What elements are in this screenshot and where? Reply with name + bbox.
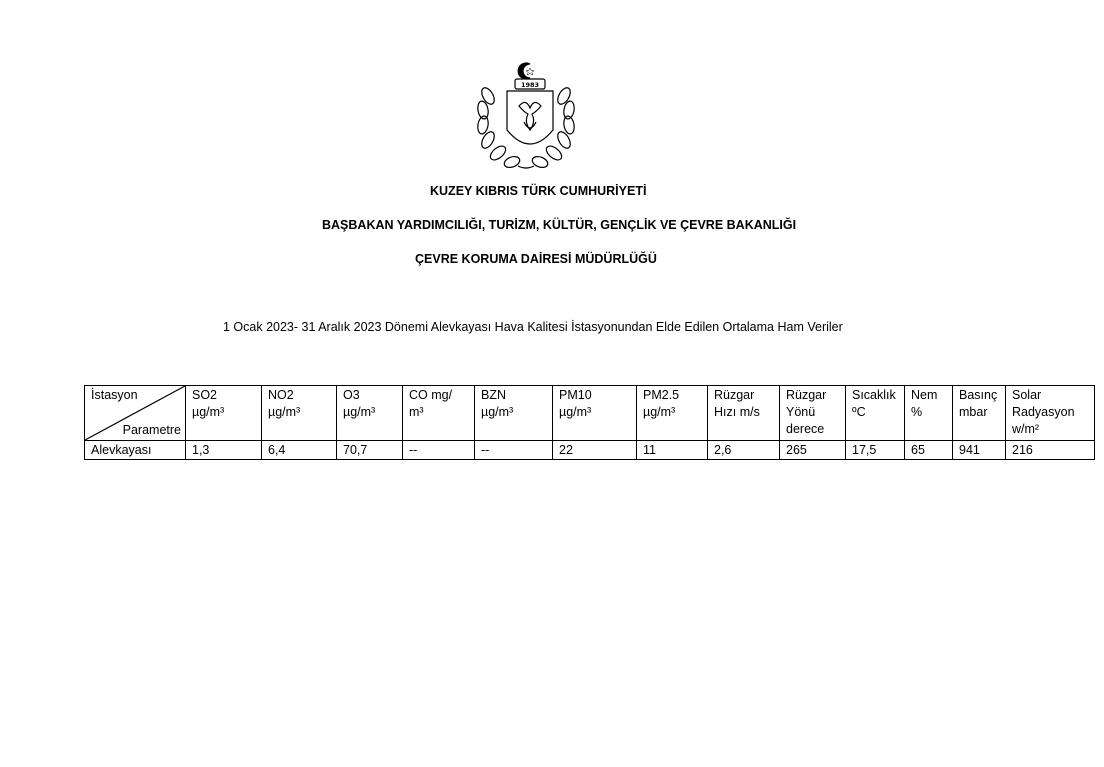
column-header-line: µg/m³	[268, 405, 301, 419]
value-cell: 17,5	[846, 441, 905, 460]
column-header	[846, 386, 905, 441]
column-header-line: NO2	[268, 388, 294, 402]
corner-label-parameter: Parametre	[122, 423, 181, 437]
column-header-line: Radyasyon	[1012, 405, 1075, 419]
column-header-line: Rüzgar	[714, 388, 755, 402]
column-header-line: BZN	[481, 388, 506, 402]
column-header-line: m³	[409, 405, 424, 419]
column-header-line: w/m²	[1012, 422, 1040, 436]
column-header-line: µg/m³	[192, 405, 225, 419]
value-cell: 216	[1006, 441, 1095, 460]
column-header-line: derece	[786, 422, 825, 436]
value-cell: 265	[780, 441, 846, 460]
value-cell: 70,7	[337, 441, 403, 460]
column-header	[553, 386, 637, 441]
column-header	[337, 386, 403, 441]
column-header-line: PM10	[559, 388, 592, 402]
corner-label-station: İstasyon	[91, 388, 138, 402]
ministry-title: BAŞBAKAN YARDIMCILIĞI, TURİZM, KÜLTÜR, GENÇLİK VE ÇEVRE BAKANLIĞI	[322, 218, 797, 232]
column-header-line: Rüzgar	[786, 388, 827, 402]
value-cell: --	[403, 441, 475, 460]
seal-year: 1983	[520, 81, 540, 89]
column-header	[262, 386, 337, 441]
value-cell: --	[475, 441, 553, 460]
column-header-line: SO2	[192, 388, 218, 402]
value-cell: 941	[953, 441, 1006, 460]
value-cell: 2,6	[708, 441, 780, 460]
report-subtitle: 1 Ocak 2023- 31 Aralık 2023 Dönemi Alevkayası Hava Kalitesi İstasyonundan Elde Edilen Ortalama Ham Veriler	[223, 320, 843, 334]
table-row	[85, 441, 1095, 460]
air-quality-table	[84, 385, 1095, 460]
column-header-line: PM2.5	[643, 388, 680, 402]
value-cell: 11	[637, 441, 708, 460]
column-header	[953, 386, 1006, 441]
department-title: ÇEVRE KORUMA DAİRESİ MÜDÜRLÜĞÜ	[415, 252, 657, 266]
column-header	[708, 386, 780, 441]
value-cell: 22	[553, 441, 637, 460]
column-header-line: µg/m³	[643, 405, 676, 419]
column-header	[186, 386, 262, 441]
table-header-row	[85, 386, 1095, 441]
column-header-line: %	[911, 405, 923, 419]
value-cell: 65	[905, 441, 953, 460]
column-header	[637, 386, 708, 441]
corner-header-cell	[85, 386, 186, 441]
station-cell: Alevkayası	[85, 441, 186, 460]
column-header-line: mbar	[959, 405, 988, 419]
column-header-line: Nem	[911, 388, 938, 402]
column-header	[780, 386, 846, 441]
column-header-line: Sıcaklık	[852, 388, 896, 402]
column-header	[905, 386, 953, 441]
column-header-line: Hızı m/s	[714, 405, 760, 419]
column-header	[403, 386, 475, 441]
value-cell: 1,3	[186, 441, 262, 460]
value-cell: 6,4	[262, 441, 337, 460]
column-header-line: CO mg/	[409, 388, 453, 402]
column-header-line: ºC	[852, 405, 866, 419]
government-seal	[474, 58, 578, 170]
column-header-line: µg/m³	[481, 405, 514, 419]
column-header-line: µg/m³	[343, 405, 376, 419]
column-header-line: Solar	[1012, 388, 1042, 402]
column-header	[1006, 386, 1095, 441]
column-header	[475, 386, 553, 441]
column-header-line: O3	[343, 388, 360, 402]
country-title: KUZEY KIBRIS TÜRK CUMHURİYETİ	[430, 184, 647, 198]
column-header-line: Basınç	[959, 388, 998, 402]
column-header-line: Yönü	[786, 405, 816, 419]
column-header-line: µg/m³	[559, 405, 592, 419]
